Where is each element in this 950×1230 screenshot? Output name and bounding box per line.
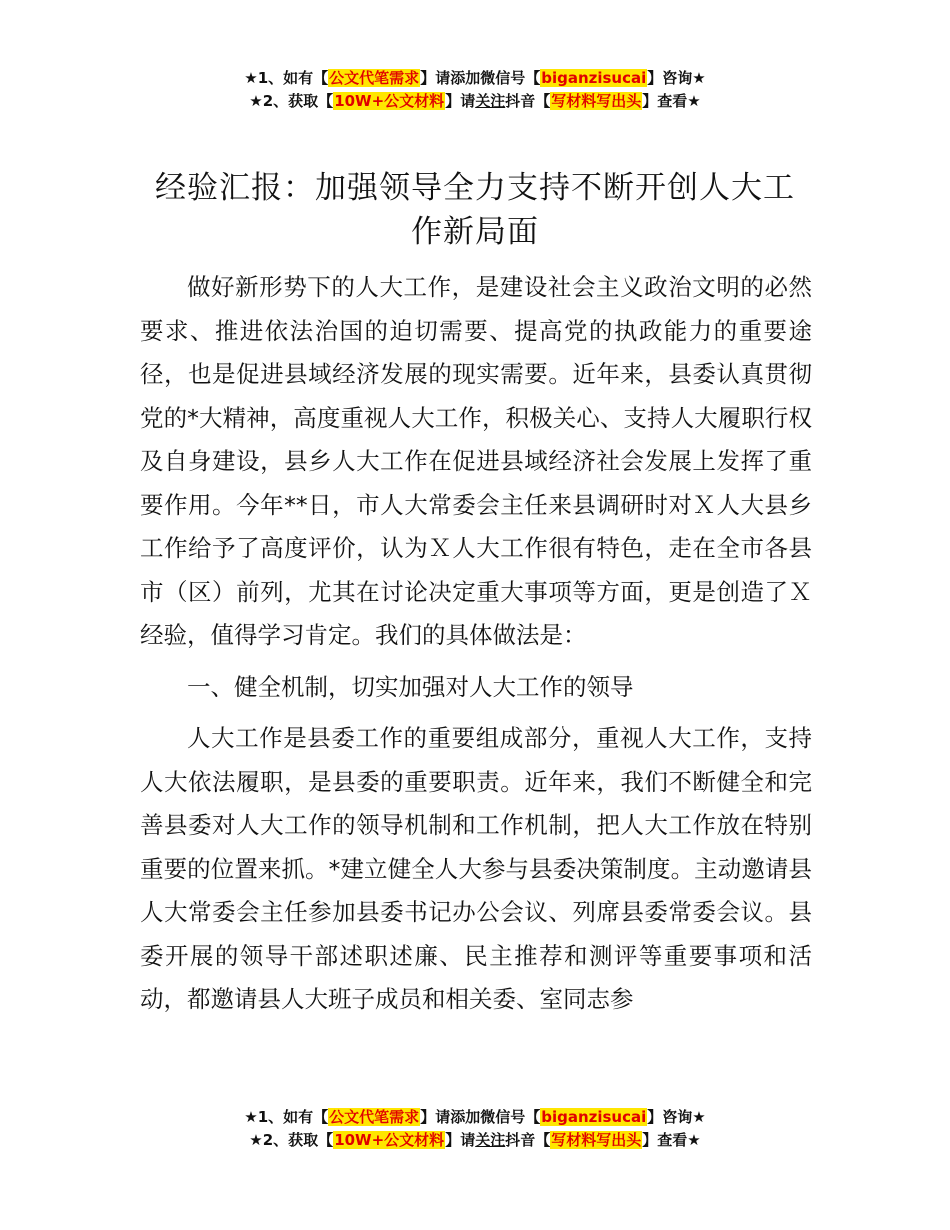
promo-highlight-douyin: 写材料写出头 [551, 1131, 642, 1149]
promo-line-2-prefix: ★2、获取【 [249, 92, 334, 110]
footer-promo-banner [0, 1106, 950, 1152]
promo-line-1-prefix: ★1、如有【 [244, 1108, 329, 1126]
promo-line-2-middle-a: 】请 [445, 1131, 476, 1149]
promo-highlight-service: 公文代笔需求 [329, 1108, 420, 1126]
promo-highlight-wechat: biganzisucai [541, 69, 647, 87]
promo-underlined-follow: 关注 [475, 1131, 506, 1149]
promo-line-1-suffix: 】咨询★ [647, 69, 706, 87]
body-paragraph-1: 做好新形势下的人大工作，是建设社会主义政治文明的必然要求、推进依法治国的迫切需要、提高党的执政能力的重要途径，也是促进县域经济发展的现实需要。近年来，县委认真贯彻党的*大精神，高度重视人大工作，积极关心、支持人大履职行权及自身建设，县乡人大工作在促进县域经济社会发展上发挥了重要作用。今年**日，市人大常委会主任来县调研时对Ｘ人大县乡工作给予了高度评价，认为Ｘ人大工作很有特色，走在全市各县市（区）前列，尤其在讨论决定重大事项等方面，更是创造了Ｘ经验，值得学习肯定。我们的具体做法是： [140, 273, 812, 649]
document-body [140, 266, 812, 1022]
promo-line-2-middle-b: 抖音【 [505, 92, 551, 110]
promo-line-2-prefix: ★2、获取【 [249, 1131, 334, 1149]
promo-highlight-douyin: 写材料写出头 [551, 92, 642, 110]
promo-highlight-materials: 10W+公文材料 [334, 92, 445, 110]
promo-underlined-follow: 关注 [475, 92, 506, 110]
promo-line-2-middle-a: 】请 [445, 92, 476, 110]
promo-line-2 [0, 1129, 950, 1152]
promo-line-1-suffix: 】咨询★ [647, 1108, 706, 1126]
promo-line-2 [0, 90, 950, 113]
promo-line-1-prefix: ★1、如有【 [244, 69, 329, 87]
promo-line-2-suffix: 】查看★ [642, 1131, 701, 1149]
promo-line-1-middle: 】请添加微信号【 [420, 1108, 541, 1126]
promo-line-1-middle: 】请添加微信号【 [420, 69, 541, 87]
section-heading-1: 一、健全机制，切实加强对人大工作的领导 [187, 672, 634, 701]
promo-highlight-service: 公文代笔需求 [329, 69, 420, 87]
promo-highlight-wechat: biganzisucai [541, 1108, 647, 1126]
promo-line-2-suffix: 】查看★ [642, 92, 701, 110]
header-promo-banner [0, 67, 950, 113]
body-paragraph-2: 人大工作是县委工作的重要组成部分，重视人大工作，支持人大依法履职，是县委的重要职责。近年来，我们不断健全和完善县委对人大工作的领导机制和工作机制，把人大工作放在特别重要的位置来抓。*建立健全人大参与县委决策制度。主动邀请县人大常委会主任参加县委书记办公会议、列席县委常委会议。县委开展的领导干部述职述廉、民主推荐和测评等重要事项和活动，都邀请县人大班子成员和相关委、室同志参 [140, 724, 812, 1013]
promo-line-2-middle-b: 抖音【 [505, 1131, 551, 1149]
promo-line-1 [0, 67, 950, 90]
promo-highlight-materials: 10W+公文材料 [334, 1131, 445, 1149]
document-title: 经验汇报：加强领导全力支持不断开创人大工作新局面 [155, 170, 795, 250]
promo-line-1 [0, 1106, 950, 1129]
